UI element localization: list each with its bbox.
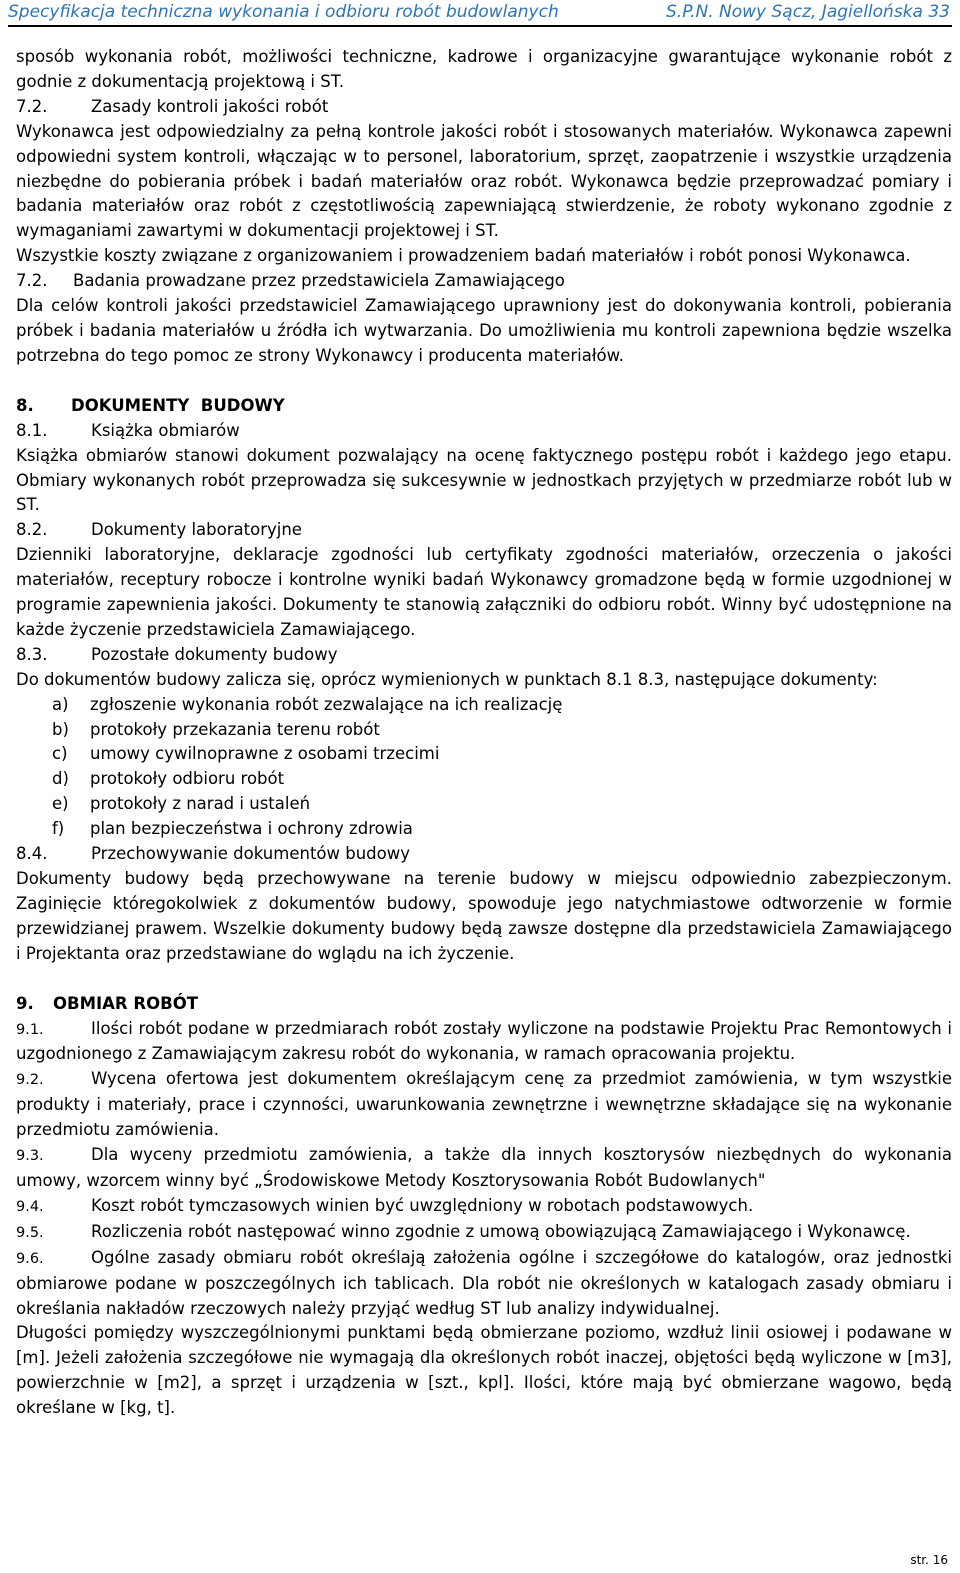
- section-number: 7.2.: [16, 271, 48, 291]
- section-heading-8: [16, 394, 952, 419]
- subsection-heading-7-2-a: [16, 95, 952, 120]
- list-item-text: umowy cywilnoprawne z osobami trzecimi: [90, 744, 440, 764]
- paragraph: Dzienniki laboratoryjne, deklaracje zgodności lub certyfikaty zgodności materiałów, orzeczenia o jakości materiałów, receptury robocze i kontrolne wyniki badań Wykonawcy gromadzone będą w formie uzgodnionej w programie zapewnienia jakości. Dokumenty te stanowią załączniki do odbioru robót. Winny być udostępnione na każde życzenie przedstawiciela Zamawiającego.: [16, 545, 952, 639]
- section-title: OBMIAR ROBÓT: [53, 993, 198, 1013]
- paragraph-text: Rozliczenia robót następować winno zgodnie z umową obowiązującą Zamawiającego i Wykonawcę.: [91, 1221, 911, 1241]
- section-number: 9.5.: [16, 1224, 44, 1241]
- list-item-label: a): [52, 694, 69, 714]
- list-item-text: protokoły przekazania terenu robót: [90, 719, 380, 739]
- numbered-paragraph-9-5: [16, 1220, 952, 1246]
- list-item: [16, 767, 952, 792]
- list-item-text: zgłoszenie wykonania robót zezwalające na ich realizację: [90, 694, 563, 714]
- subsection-heading-8-3: [16, 643, 952, 668]
- section-number: 9.6.: [16, 1250, 44, 1267]
- document-list: [16, 693, 952, 842]
- paragraph: Długości pomiędzy wyszczególnionymi punktami będą obmierzane poziomo, wzdłuż linii osiowej i podawane w [m]. Jeżeli założenia szczegółowe nie wymagają dla określonych robót inaczej, objętości będą wyliczone w [m3], powierzchnie w [m2], a sprzęt i urządzenia w [szt., kpl]. Ilości, które mają być obmierzane wagowo, będą określane w [kg, t].: [16, 1323, 952, 1418]
- paragraph: Dla celów kontroli jakości przedstawiciel Zamawiającego uprawniony jest do dokonywania kontroli, pobierania próbek i badania materiałów u źródła ich wytwarzania. Do umożliwienia mu kontroli zapewniona będzie wszelka potrzebna do tego pomoc ze strony Wykonawcy i producenta materiałów.: [16, 296, 952, 365]
- list-item-text: protokoły odbioru robót: [90, 769, 285, 789]
- paragraph: Wszystkie koszty związane z organizowaniem i prowadzeniem badań materiałów i robót ponosi Wykonawca.: [16, 246, 911, 266]
- list-item: [16, 693, 952, 718]
- section-title: Dokumenty laboratoryjne: [91, 520, 302, 540]
- paragraph-text: Wycena ofertowa jest dokumentem określającym cenę za przedmiot zamówienia, w tym wszystkie produkty i materiały, prace i czynności, uwarunkowania zewnętrzne i wewnętrzne składające się na wykonanie przedmiotu zamówienia.: [16, 1069, 952, 1140]
- section-number: 8.1.: [16, 420, 48, 440]
- paragraph: Do dokumentów budowy zalicza się, oprócz wymienionych w punktach 8.1 8.3, następujące dokumenty:: [16, 669, 878, 689]
- numbered-paragraph-9-1: [16, 1017, 952, 1068]
- paragraph: Dokumenty budowy będą przechowywane na terenie budowy w miejscu odpowiednio zabezpieczonym. Zaginięcie któregokolwiek z dokumentów budowy, spowoduje jego natychmiastowe odtworzenie w formie przewidzianej prawem. Wszelkie dokumenty budowy będą zawsze dostępne dla przedstawiciela Zamawiającego i Projektanta oraz przedstawiane do wglądu na ich życzenie.: [16, 869, 952, 963]
- numbered-paragraph-9-6: [16, 1246, 952, 1322]
- paragraph-text: Ilości robót podane w przedmiarach robót zostały wyliczone na podstawie Projektu Prac Remontowych i uzgodnionego z Zamawiającym zakresu robót do wykonania, w ramach opracowania projektu.: [16, 1018, 952, 1064]
- list-item-label: f): [52, 819, 65, 839]
- section-title: Badania prowadzane przez przedstawiciela Zamawiającego: [73, 271, 565, 291]
- paragraph-text: Dla wyceny przedmiotu zamówienia, a także dla innych kosztorysów niezbędnych do wykonania umowy, wzorcem winny być „Środowiskowe Metody Kosztorysowania Robót Budowlanych": [16, 1145, 952, 1190]
- list-item-label: e): [52, 794, 69, 814]
- paragraph: Książka obmiarów stanowi dokument pozwalający na ocenę faktycznego postępu robót i każdego jego etapu. Obmiary wykonanych robót przeprowadza się sukcesywnie w jednostkach przyjętych w przedmiarze robót lub w ST.: [16, 445, 952, 515]
- list-item: [16, 742, 952, 767]
- section-number: 9.3.: [16, 1148, 44, 1165]
- numbered-paragraph-9-2: [16, 1067, 952, 1143]
- header-location: S.P.N. Nowy Sącz, Jagiellońska 33: [666, 2, 950, 22]
- header-document-title: Specyfikacja techniczna wykonania i odbioru robót budowlanych: [8, 2, 559, 22]
- section-title: Przechowywanie dokumentów budowy: [91, 844, 411, 864]
- paragraph-text: Ogólne zasady obmiaru robót określają założenia ogólne i szczegółowe do katalogów, oraz jednostki obmiarowe podane w poszczególnych ich tablicach. Dla robót nie określonych w katalogach zasady obmiaru i określania nakładów rzeczowych należy przyjąć według ST lub analizy indywidualnej.: [16, 1247, 952, 1318]
- section-number: 9.1.: [16, 1021, 44, 1038]
- paragraph: sposób wykonania robót, możliwości techniczne, kadrowe i organizacyjne gwarantujące wykonanie robót z godnie z dokumentacją projektową i ST.: [16, 47, 952, 91]
- list-item-label: c): [52, 744, 68, 764]
- page-header: [0, 0, 960, 27]
- section-title: Zasady kontroli jakości robót: [91, 96, 329, 116]
- list-item-text: plan bezpieczeństwa i ochrony zdrowia: [90, 819, 413, 839]
- section-heading-9: [16, 992, 952, 1017]
- list-item: [16, 718, 952, 743]
- header-divider: [8, 25, 952, 27]
- list-item: [16, 817, 952, 842]
- subsection-heading-8-4: [16, 842, 952, 867]
- page-number: str. 16: [910, 1553, 948, 1567]
- section-number: 7.2.: [16, 96, 48, 116]
- section-number: 8.3.: [16, 644, 48, 664]
- subsection-heading-8-2: [16, 518, 952, 543]
- section-title: Pozostałe dokumenty budowy: [91, 644, 338, 664]
- section-number: 9.: [16, 993, 34, 1013]
- section-title: DOKUMENTY BUDOWY: [71, 395, 285, 415]
- subsection-heading-8-1: [16, 419, 952, 444]
- list-item-label: b): [52, 719, 69, 739]
- section-number: 8.4.: [16, 844, 48, 864]
- section-title: Książka obmiarów: [91, 420, 240, 440]
- section-number: 8.: [16, 395, 34, 415]
- subsection-heading-7-2-b: [16, 269, 952, 294]
- section-number: 9.2.: [16, 1072, 44, 1089]
- numbered-paragraph-9-4: [16, 1194, 952, 1220]
- section-number: 8.2.: [16, 520, 48, 540]
- list-item-label: d): [52, 769, 69, 789]
- paragraph: Wykonawca jest odpowiedzialny za pełną kontrole jakości robót i stosowanych materiałów. Wykonawca zapewni odpowiedni system kontroli, włączając w to personel, laboratorium, sprzęt, zaopatrzenie i wszystkie urządzenia niezbędne do pobierania próbek i badań materiałów oraz robót. Wykonawca będzie przeprowadzać pomiary i badania materiałów oraz robót z częstotliwością zapewniającą stwierdzenie, że roboty wykonano zgodnie z wymaganiami zawartymi w dokumentacji projektowej i ST.: [16, 121, 952, 241]
- list-item: [16, 792, 952, 817]
- list-item-text: protokoły z narad i ustaleń: [90, 794, 311, 814]
- numbered-paragraph-9-3: [16, 1143, 952, 1194]
- document-body: [16, 45, 952, 1421]
- paragraph-text: Koszt robót tymczasowych winien być uwzględniony w robotach podstawowych.: [91, 1195, 754, 1215]
- section-number: 9.4.: [16, 1198, 44, 1215]
